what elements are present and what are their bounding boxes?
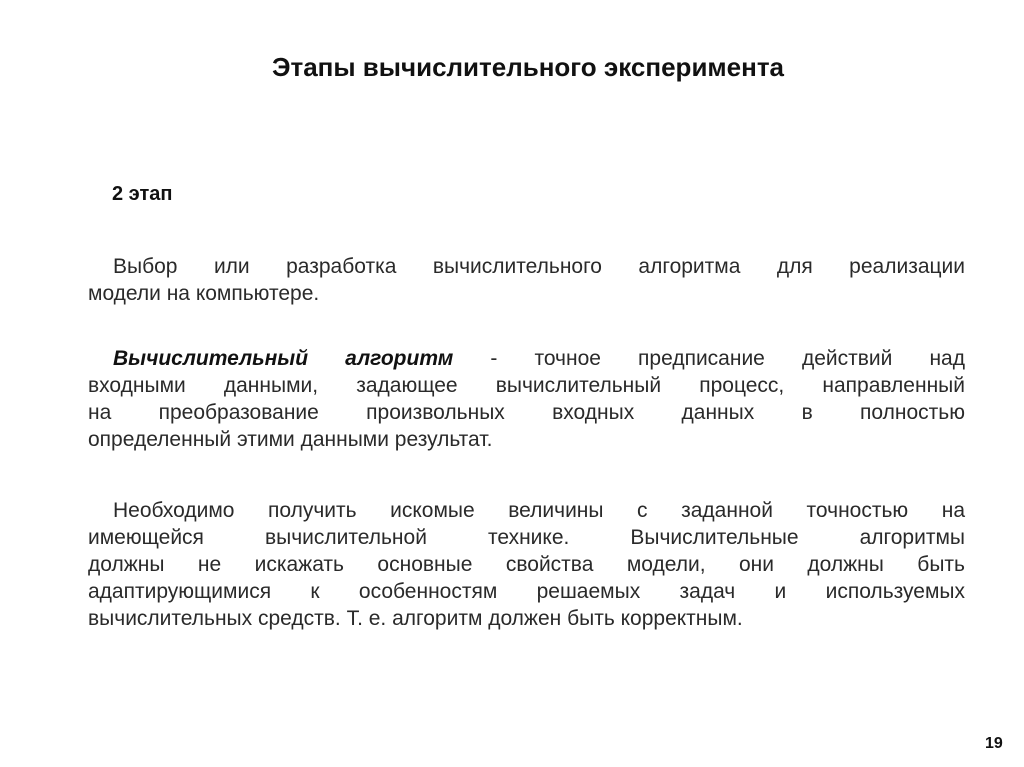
- paragraph-line: должны не искажать основные свойства модели, они должны быть: [88, 553, 965, 576]
- definition-text: - точное предписание действий над: [453, 347, 965, 370]
- paragraph-3: [88, 497, 965, 632]
- paragraph-1: [88, 253, 965, 307]
- slide-title: Этапы вычислительного эксперимента: [271, 52, 785, 82]
- term-computational-algorithm: Вычислительный алгоритм: [113, 347, 454, 370]
- paragraph-line: Необходимо получить искомые величины с заданной точностью на: [113, 499, 965, 522]
- paragraph-line: имеющейся вычислительной технике. Вычислительные алгоритмы: [88, 526, 965, 549]
- page-number: 19: [985, 735, 1003, 752]
- paragraph-line: [88, 345, 965, 372]
- paragraph-2: [88, 345, 965, 453]
- paragraph-line: входными данными, задающее вычислительный процесс, направленный: [88, 374, 965, 397]
- paragraph-line: на преобразование произвольных входных данных в полностью: [88, 401, 965, 424]
- paragraph-line: определенный этими данными результат.: [88, 428, 493, 451]
- paragraph-line: адаптирующимися к особенностям решаемых задач и используемых: [88, 580, 965, 603]
- stage-label: 2 этап: [112, 183, 173, 205]
- paragraph-line: модели на компьютере.: [88, 282, 320, 305]
- paragraph-line: Выбор или разработка вычислительного алгоритма для реализации: [113, 255, 965, 278]
- paragraph-line: вычислительных средств. Т. е. алгоритм должен быть корректным.: [88, 607, 743, 630]
